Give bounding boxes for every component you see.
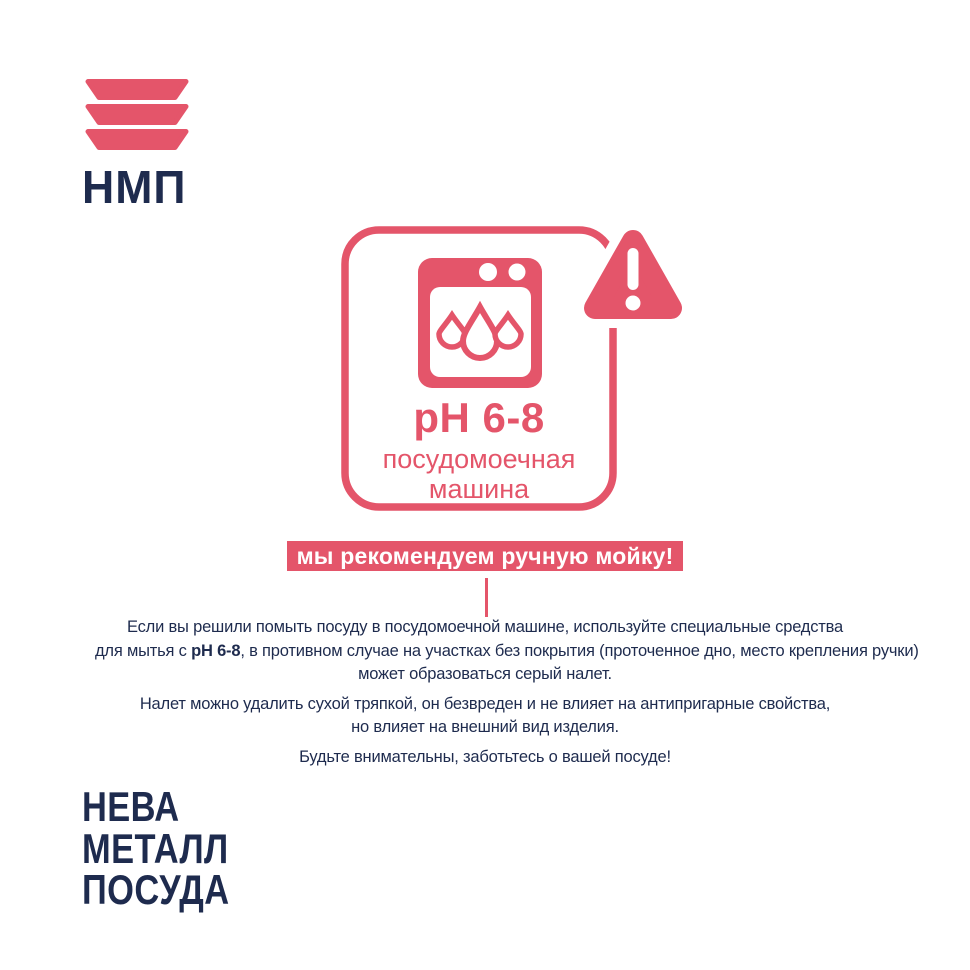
footer-brand-line-1: НЕВА xyxy=(82,783,180,830)
connector-line xyxy=(485,578,488,617)
dishwasher-warning-sticker xyxy=(330,215,700,520)
dishwasher-label-line1: посудомоечная xyxy=(382,444,576,474)
paragraph-2 xyxy=(95,693,875,740)
p1-line2-ph-bold: pH 6-8 xyxy=(191,641,241,660)
warning-triangle-icon xyxy=(595,241,671,311)
brand-logo xyxy=(82,79,202,213)
paragraph-2-line-1: Налет можно удалить сухой тряпкой, он безвреден и не влияет на антипригарные свойства, xyxy=(139,694,831,713)
paragraph-3 xyxy=(95,746,875,770)
p1-line2-prefix: для мытья с xyxy=(95,641,192,660)
paragraph-3-line-1: Будьте внимательны, заботьтесь о вашей посуде! xyxy=(299,747,671,766)
paragraph-1-line-3: может образоваться серый налет. xyxy=(358,665,612,683)
footer-brand-line-2: МЕТАЛЛ xyxy=(82,824,229,872)
ph-range-label: pH 6-8 xyxy=(413,394,545,441)
dishwasher-label xyxy=(345,444,613,504)
paragraph-1-line-2 xyxy=(95,640,919,664)
footer-brand-line-3: ПОСУДА xyxy=(82,866,230,913)
dishwasher-label-line2: машина xyxy=(428,474,530,504)
recommendation-banner: мы рекомендуем ручную мойку! xyxy=(287,541,683,571)
paragraph-2-line-2: но влияет на внешний вид изделия. xyxy=(351,718,619,736)
p1-line2-suffix: , в противном случае на участках без покрытия (проточенное дно, место крепления ручки) xyxy=(240,641,919,660)
dishwasher-icon xyxy=(418,258,542,388)
brand-abbr: НМП xyxy=(82,161,187,213)
footer-brand-name xyxy=(82,783,230,913)
paragraph-1-line-1: Если вы решили помыть посуду в посудомоечной машине, используйте специальные средства xyxy=(126,618,844,636)
care-instructions xyxy=(95,616,919,769)
paragraph-1 xyxy=(95,616,919,687)
exclamation-icon xyxy=(626,248,641,311)
stacked-pans-icon xyxy=(82,79,192,151)
